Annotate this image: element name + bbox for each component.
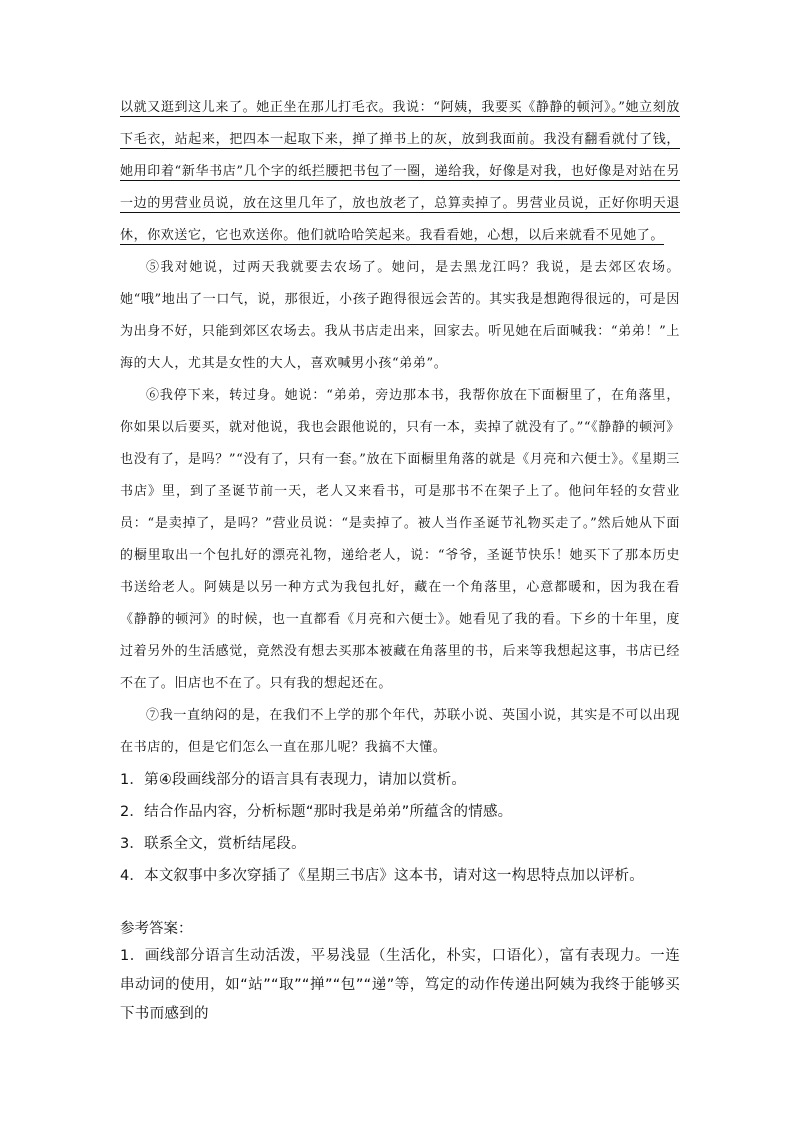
question-4: 4．本文叙事中多次穿插了《星期三书店》这本书，请对这一构思特点加以评析。 — [120, 868, 644, 884]
answers-heading: 参考答案： — [120, 921, 193, 937]
paragraph-5: ⑤我对她说，过两天我就要去农场了。她问，是去黑龙江吗？我说，是去郊区农场。她“哦”地出了一口气，说，那很近，小孩子跑得很远会苦的。其实我是想跑得很远的，可是因为出身不好，只能到郊区农场去。我从书店走出来，回家去。听见她在后面喊我：“弟弟！”上海的大人，尤其是女性的大人，喜欢喊男小孩“弟弟”。 — [120, 260, 680, 371]
question-3: 3．联系全文，赏析结尾段。 — [120, 836, 306, 852]
paragraph-4-underlined: 以就又逛到这儿来了。她正坐在那儿打毛衣。我说：“阿姨，我要买《静静的顿河》。”她立刻放下毛衣，站起来，把四本一起取下来，掸了掸书上的灰，放到我面前。我没有翻看就付了钱，她用印着“新华书店”几个字的纸拦腰把书包了一圈，递给我，好像是对我，也好像是对站在另一边的男营业员说，放在这里几年了，放也放老了，总算卖掉了。男营业员说，正好你明天退休，你欢送它，它也欢送你。他们就哈哈笑起来。我看看她，心想，以后来就看不见她了。 — [120, 100, 680, 243]
document-page — [120, 92, 680, 1029]
question-2: 2．结合作品内容，分析标题“那时我是弟弟”所蕴含的情感。 — [120, 804, 513, 820]
paragraph-7: ⑦我一直纳闷的是，在我们不上学的那个年代，苏联小说、英国小说，其实是不可以出现在书店的，但是它们怎么一直在那儿呢？我搞不大懂。 — [120, 708, 680, 755]
spacer — [120, 892, 680, 916]
question-1: 1．第④段画线部分的语言具有表现力，请加以赏析。 — [120, 772, 467, 788]
paragraph-6: ⑥我停下来，转过身。她说：“弟弟，旁边那本书，我帮你放在下面橱里了，在角落里，你如果以后要买，就对他说，我也会跟他说的，只有一本，卖掉了就没有了。”“《静静的顿河》也没有了，是吗？”“没有了，只有一套。”放在下面橱里角落的就是《月亮和六便士》。《星期三书店》里，到了圣诞节前一天，老人又来看书，可是那书不在架子上了。他问年轻的女营业员：“是卖掉了，是吗？”营业员说：“是卖掉了。被人当作圣诞节礼物买走了。”然后她从下面的橱里取出一个包扎好的漂亮礼物，递给老人，说：“爷爷，圣诞节快乐！她买下了那本历史书送给老人。阿姨是以另一种方式为我包扎好，藏在一个角落里，心意都暖和，因为我在看《静静的顿河》的时候，也一直都看《月亮和六便士》。她看见了我的看。下乡的十年里，度过着另外的生活感觉，竟然没有想去买那本被藏在角落里的书，后来等我想起这事，书店已经不在了。旧店也不在了。只有我的想起还在。 — [120, 388, 680, 691]
answer-1: 1．画线部分语言生动活泼，平易浅显（生活化，朴实，口语化），富有表现力。一连串动词的使用，如“站”“取”“掸”“包”“递”等，笃定的动作传递出阿姨为我终于能够买下书而感到的 — [120, 948, 680, 1022]
